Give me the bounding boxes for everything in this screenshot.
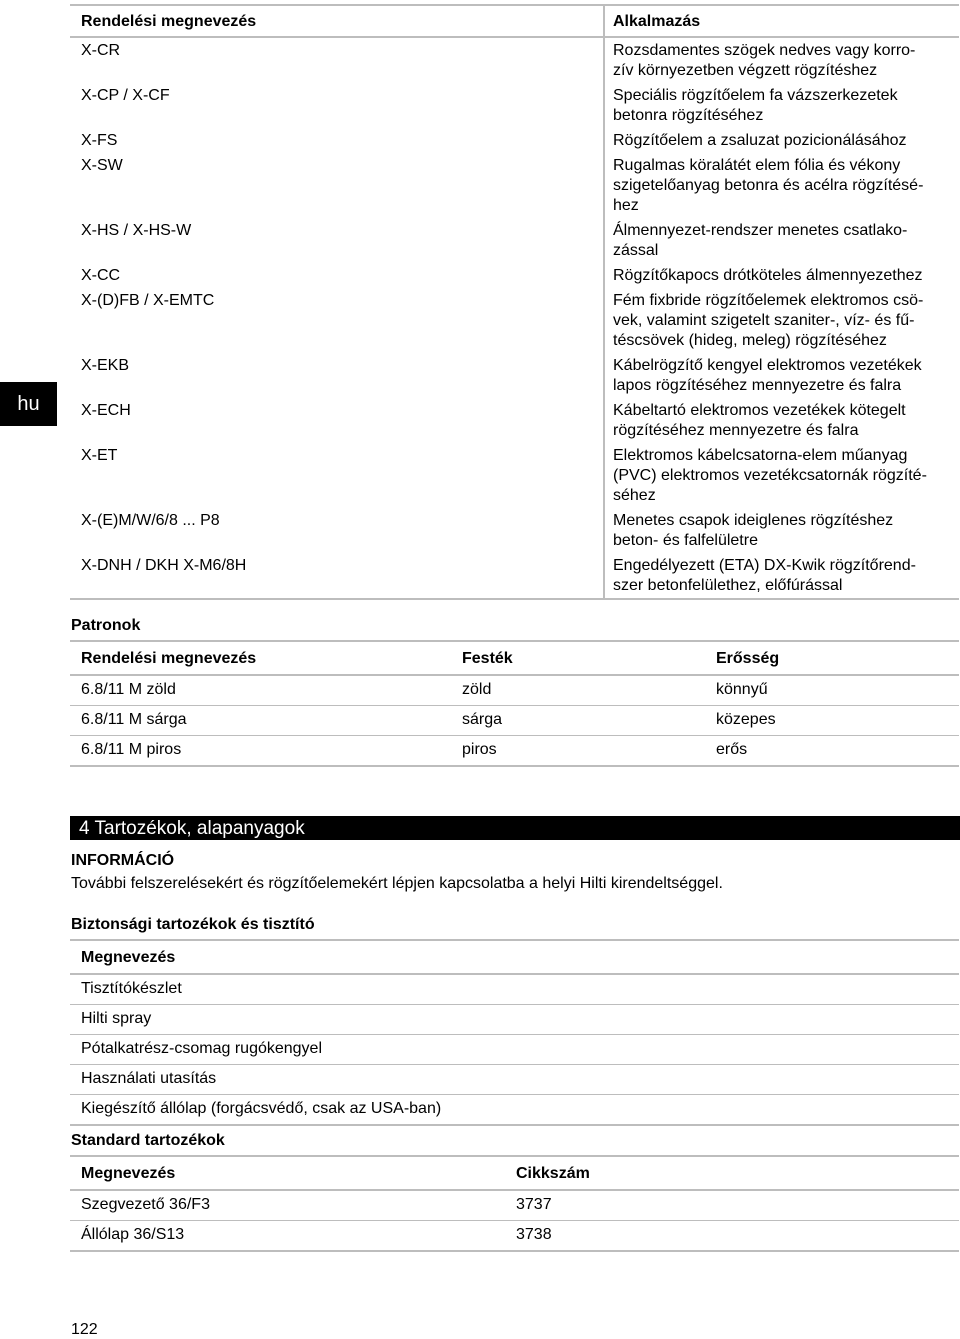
table-row — [70, 1004, 959, 1034]
application-cell: Elektromos kábelcsatorna-elem műanyag (PVC) elektromos vezetékcsatornák rögzíté- séhez — [613, 447, 927, 504]
table-row — [70, 153, 959, 218]
application-cell: Rugalmas köralátét elem fólia és vékony szigetelőanyag betonra és acélra rögzítésé- hez — [613, 157, 924, 214]
table-header-row — [70, 941, 959, 975]
table-row — [70, 553, 959, 598]
item-number-cell: 3737 — [516, 1196, 552, 1213]
item-number-cell: 3738 — [516, 1226, 552, 1243]
safety-accessories-table — [70, 939, 959, 1126]
table-row — [70, 705, 959, 735]
table-row — [70, 975, 959, 1004]
item-name-cell: Kiegészítő állólap (forgácsvédő, csak az USA-ban) — [81, 1100, 442, 1117]
order-name-cell: X-(E)M/W/6/8 ... P8 — [81, 512, 220, 529]
order-name-cell: 6.8/11 M zöld — [81, 681, 176, 698]
fastener-table — [70, 4, 959, 600]
table-row — [70, 443, 959, 508]
table-row — [70, 398, 959, 443]
item-name-cell: Használati utasítás — [81, 1070, 217, 1087]
table-row — [70, 1034, 959, 1064]
column-header-order-name: Rendelési megnevezés — [81, 13, 257, 30]
standard-accessories-title: Standard tartozékok — [71, 1132, 225, 1149]
table-row — [70, 1191, 959, 1220]
column-header-name: Megnevezés — [81, 949, 176, 966]
order-name-cell: X-HS / X-HS-W — [81, 222, 192, 239]
order-name-cell: X-FS — [81, 132, 118, 149]
application-cell: Rögzítőelem a zsaluzat pozicionálásához — [613, 132, 907, 149]
chapter-heading: 4 Tartozékok, alapanyagok — [70, 816, 960, 840]
table-row — [70, 1094, 959, 1124]
application-cell: Menetes csapok ideiglenes rögzítéshez beton- és falfelületre — [613, 512, 894, 549]
item-name-cell: Tisztítókészlet — [81, 980, 182, 997]
table-row — [70, 128, 959, 153]
cartridges-table — [70, 640, 959, 767]
application-cell: Speciális rögzítőelem fa vázszerkezetek betonra rögzítéséhez — [613, 87, 898, 124]
order-name-cell: X-EKB — [81, 357, 130, 374]
table-row — [70, 735, 959, 765]
strength-cell: erős — [716, 741, 748, 758]
color-cell: sárga — [462, 711, 503, 728]
application-cell: Rozsdamentes szögek nedves vagy korro- zív környezetben végzett rögzítéshez — [613, 42, 916, 79]
color-cell: piros — [462, 741, 497, 758]
order-name-cell: X-(D)FB / X-EMTC — [81, 292, 215, 309]
order-name-cell: X-ET — [81, 447, 118, 464]
column-header-item-number: Cikkszám — [516, 1165, 590, 1182]
table-row — [70, 38, 959, 83]
application-cell: Álmennyezet-rendszer menetes csatlako- zással — [613, 222, 908, 259]
order-name-cell: X-CP / X-CF — [81, 87, 170, 104]
table-row — [70, 218, 959, 263]
column-header-order-name: Rendelési megnevezés — [81, 650, 257, 667]
order-name-cell: X-DNH / DKH X-M6/8H — [81, 557, 247, 574]
color-cell: zöld — [462, 681, 492, 698]
table-row — [70, 353, 959, 398]
column-header-strength: Erősség — [716, 650, 780, 667]
application-cell: Engedélyezett (ETA) DX-Kwik rögzítőrend- szer betonfelülethez, előfúrással — [613, 557, 916, 594]
safety-accessories-title: Biztonsági tartozékok és tisztító — [71, 916, 315, 933]
application-cell: Kábelrögzítő kengyel elektromos vezetékek lapos rögzítéséhez mennyezetre és falra — [613, 357, 922, 394]
order-name-cell: X-CC — [81, 267, 121, 284]
application-cell: Rögzítőkapocs drótköteles álmennyezethez — [613, 267, 923, 284]
column-header-color: Festék — [462, 650, 513, 667]
strength-cell: könnyű — [716, 681, 768, 698]
strength-cell: közepes — [716, 711, 776, 728]
table-header-row — [70, 642, 959, 676]
table-header-row — [70, 6, 959, 38]
standard-accessories-table — [70, 1155, 959, 1252]
item-name-cell: Hilti spray — [81, 1010, 152, 1027]
table-row — [70, 1064, 959, 1094]
table-row — [70, 83, 959, 128]
table-row — [70, 676, 959, 705]
order-name-cell: X-CR — [81, 42, 121, 59]
table-row — [70, 1220, 959, 1250]
language-label: hu — [17, 392, 40, 415]
info-title: INFORMÁCIÓ — [71, 852, 175, 869]
application-cell: Fém fixbride rögzítőelemek elektromos csö- vek, valamint szigetelt szaniter-, víz- és fű- téscsövek (hideg, meleg) rögzítéséhez — [613, 292, 924, 349]
table-row — [70, 263, 959, 288]
order-name-cell: X-SW — [81, 157, 123, 174]
page-number: 122 — [71, 1321, 98, 1338]
table-row — [70, 288, 959, 353]
info-text: További felszerelésekért és rögzítőelemekért lépjen kapcsolatba a helyi Hilti kirendeltséggel. — [71, 875, 723, 892]
column-header-application: Alkalmazás — [613, 13, 701, 30]
order-name-cell: X-ECH — [81, 402, 131, 419]
order-name-cell: 6.8/11 M piros — [81, 741, 182, 758]
application-cell: Kábeltartó elektromos vezetékek kötegelt rögzítéséhez mennyezetre és falra — [613, 402, 906, 439]
item-name-cell: Pótalkatrész-csomag rugókengyel — [81, 1040, 323, 1057]
language-tab — [0, 382, 57, 426]
column-header-name: Megnevezés — [81, 1165, 176, 1182]
table-row — [70, 508, 959, 553]
order-name-cell: 6.8/11 M sárga — [81, 711, 187, 728]
table-header-row — [70, 1157, 959, 1191]
item-name-cell: Szegvezető 36/F3 — [81, 1196, 210, 1213]
item-name-cell: Állólap 36/S13 — [81, 1226, 185, 1243]
cartridges-title: Patronok — [71, 617, 141, 634]
